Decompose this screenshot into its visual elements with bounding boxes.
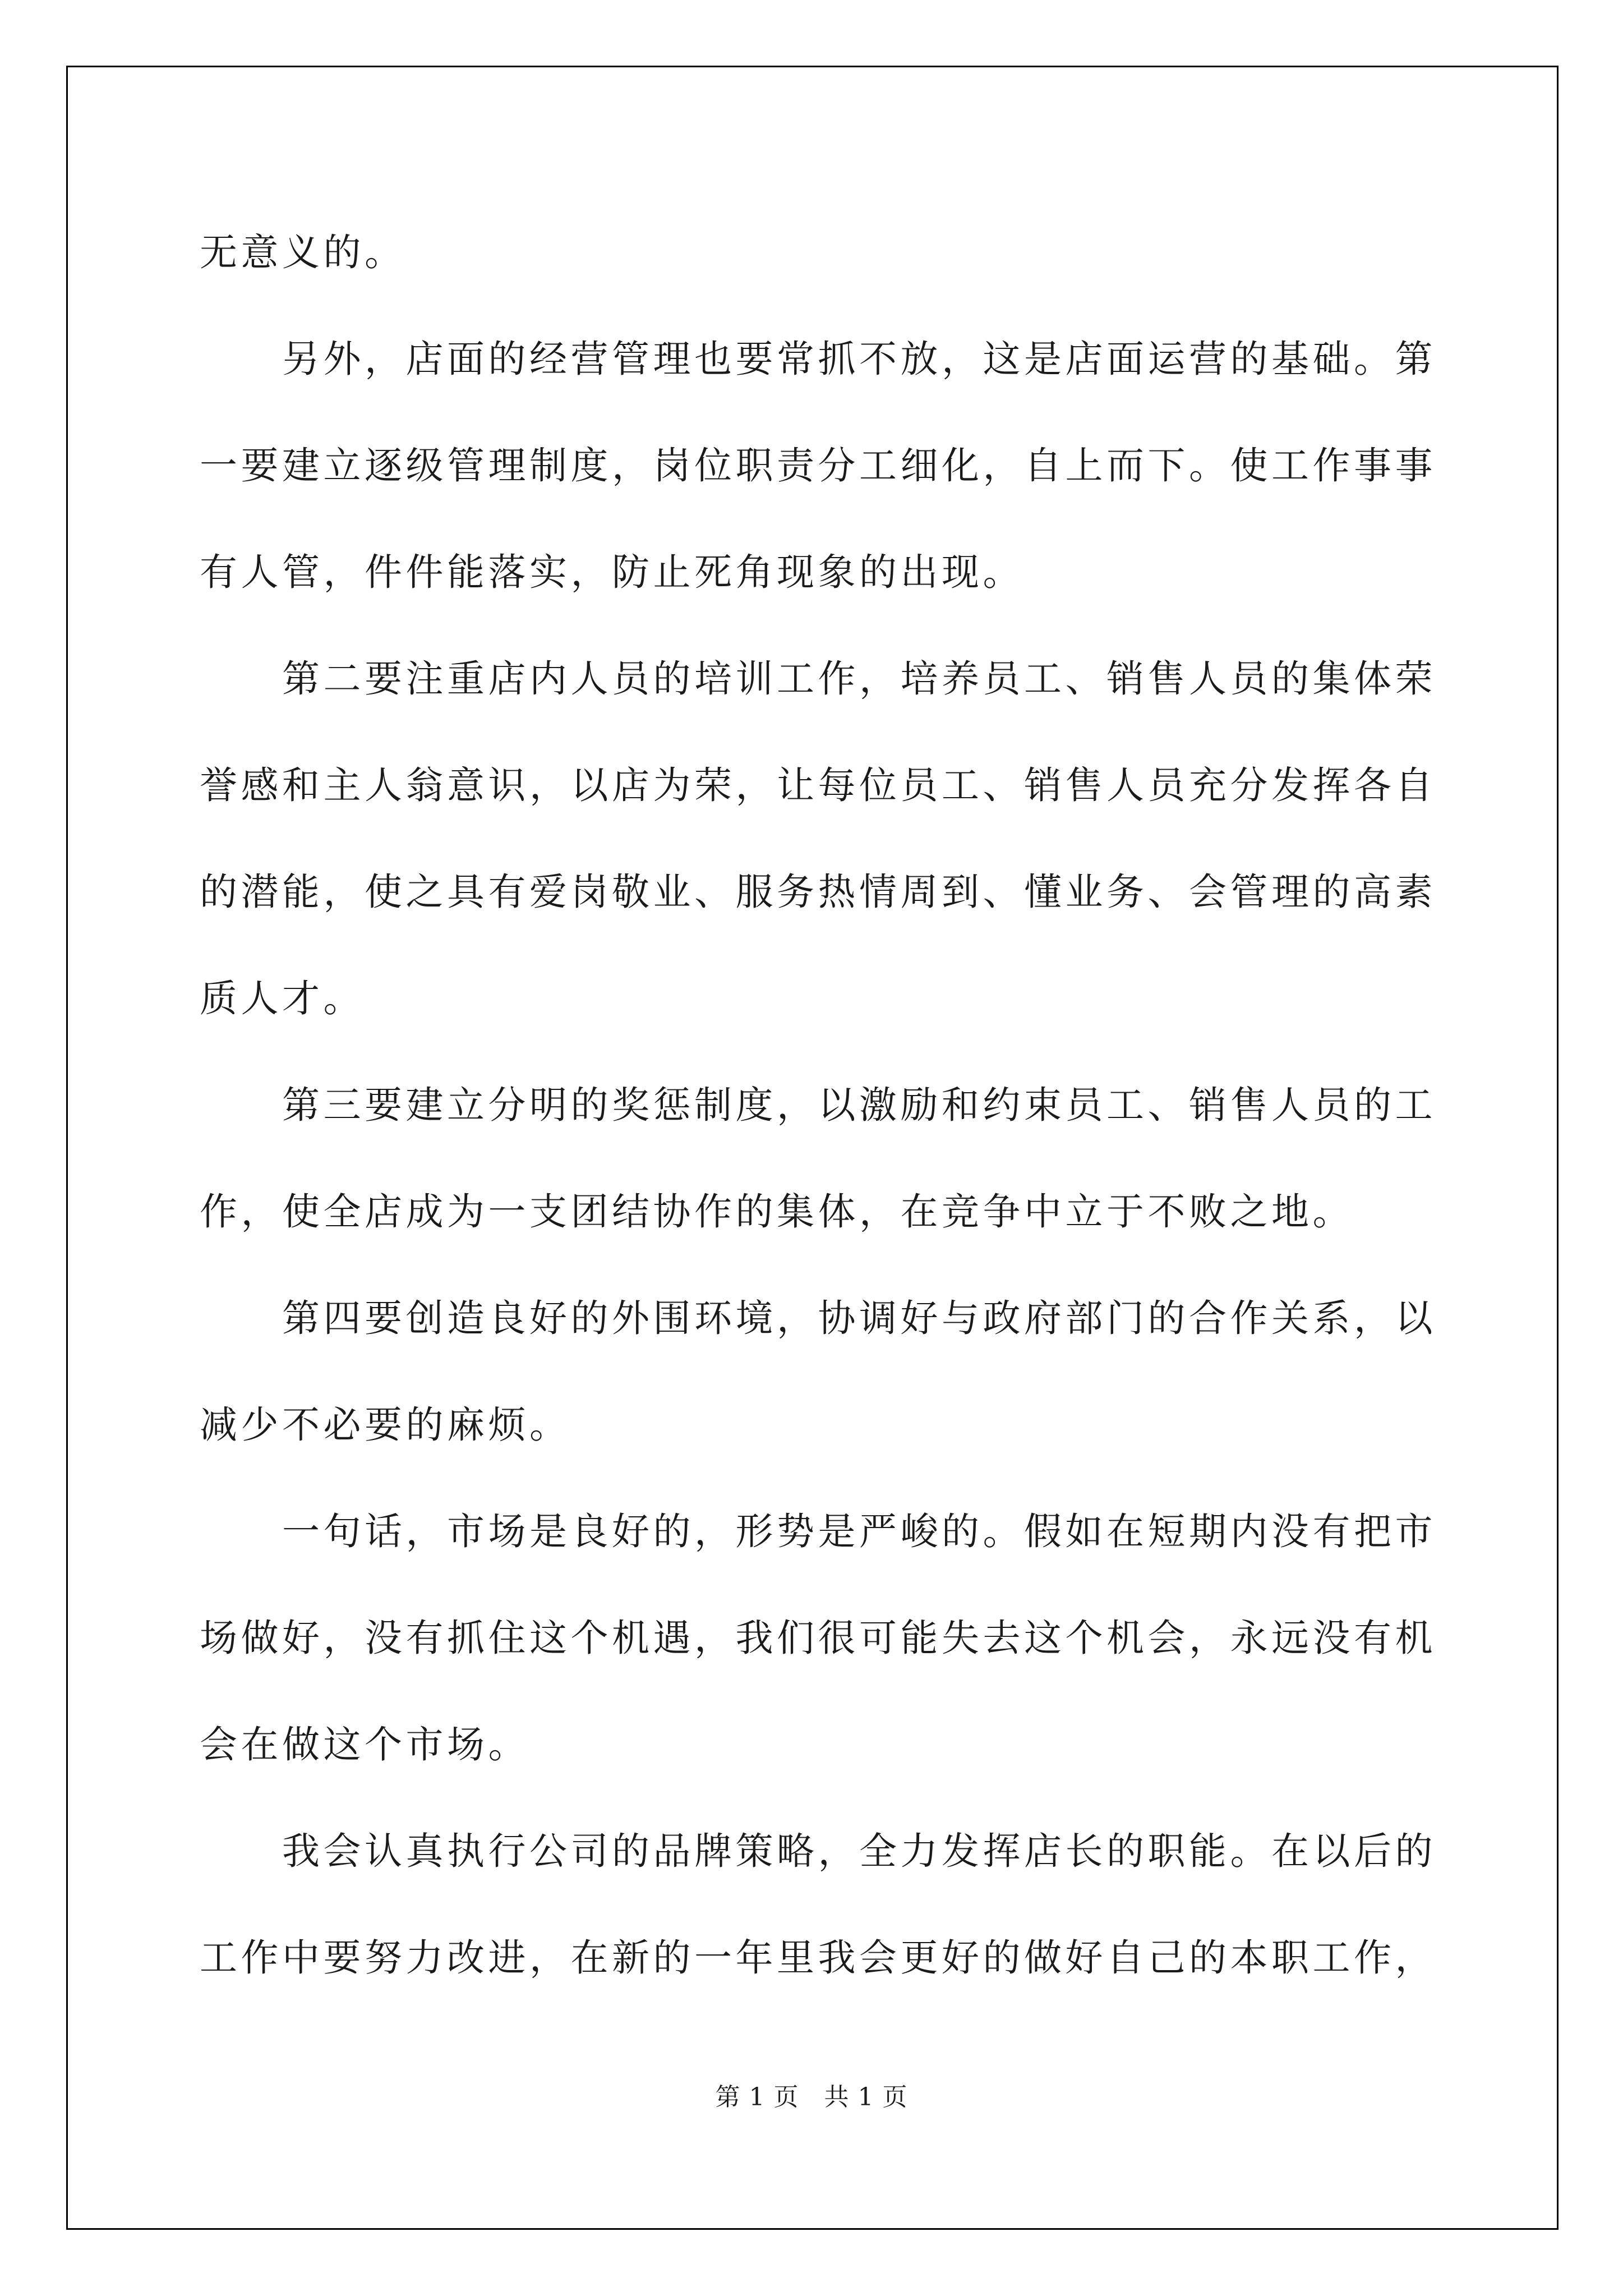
text-line: 作，使全店成为一支团结协作的集体，在竞争中立于不败之地。 — [200, 1190, 1354, 1234]
text-line: 的潜能，使之具有爱岗敬业、服务热情周到、懂业务、会管理的高素 — [200, 870, 1436, 914]
text-line: 工作中要努力改进，在新的一年里我会更好的做好自己的本职工作， — [200, 1936, 1436, 1980]
text-line: 质人才。 — [200, 977, 365, 1020]
page-number-footer: 第 1 页 共 1 页 — [715, 2083, 908, 2111]
text-line: 一要建立逐级管理制度，岗位职责分工细化，自上而下。使工作事事 — [200, 444, 1436, 487]
text-line: 第四要创造良好的外围环境，协调好与政府部门的合作关系，以 — [200, 1296, 1436, 1340]
document-body — [200, 199, 1436, 2011]
text-line: 誉感和主人翁意识，以店为荣，让每位员工、销售人员充分发挥各自 — [200, 763, 1436, 807]
text-line: 减少不必要的麻烦。 — [200, 1403, 571, 1447]
text-line: 一句话，市场是良好的，形势是严峻的。假如在短期内没有把市 — [200, 1510, 1436, 1553]
text-line: 另外，店面的经营管理也要常抓不放，这是店面运营的基础。第 — [200, 337, 1436, 381]
text-line: 我会认真执行公司的品牌策略，全力发挥店长的职能。在以后的 — [200, 1829, 1436, 1873]
text-line: 第三要建立分明的奖惩制度，以激励和约束员工、销售人员的工 — [200, 1083, 1436, 1127]
text-line: 第二要注重店内人员的培训工作，培养员工、销售人员的集体荣 — [200, 657, 1436, 701]
text-line: 无意义的。 — [200, 231, 406, 274]
text-line: 场做好，没有抓住这个机遇，我们很可能失去这个机会，永远没有机 — [200, 1616, 1436, 1660]
text-line: 有人管，件件能落实，防止死角现象的出现。 — [200, 550, 1024, 594]
text-line: 会在做这个市场。 — [200, 1723, 529, 1766]
